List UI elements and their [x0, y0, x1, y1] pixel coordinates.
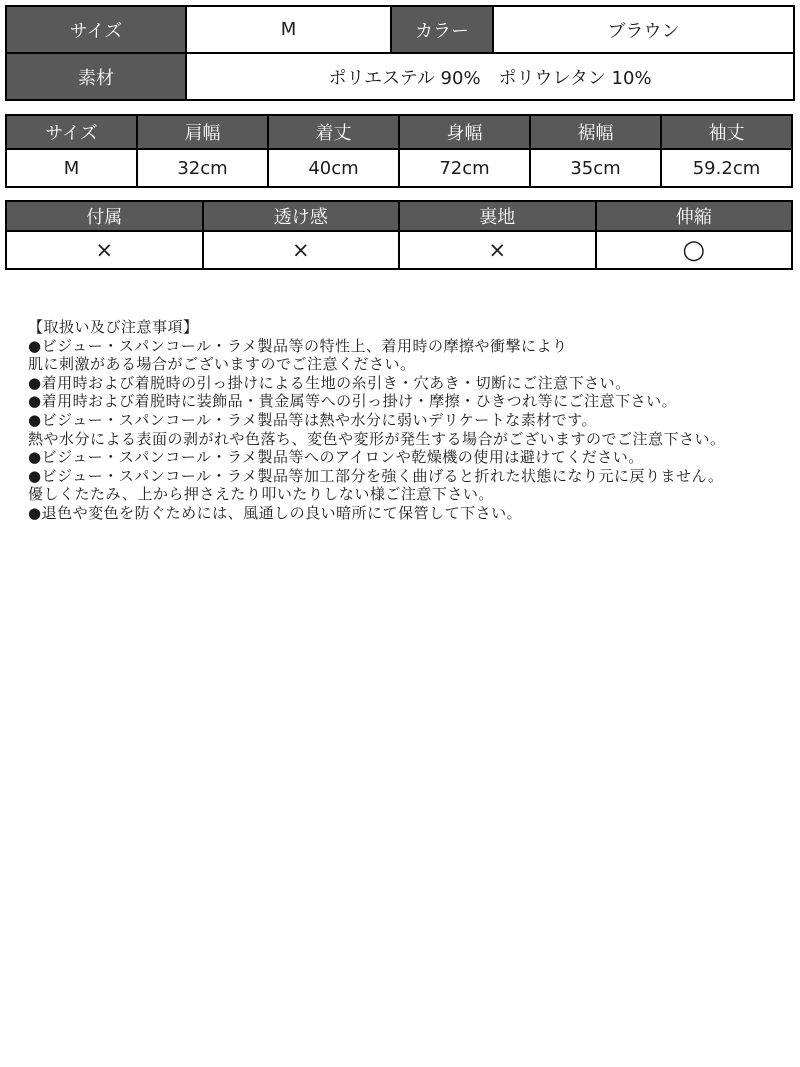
meas-value-sleeve-length: 59.2cm [661, 149, 792, 187]
feat-value-stretch: ○ [596, 231, 793, 269]
meas-value-shoulder-width: 32cm [137, 149, 268, 187]
meas-header-shoulder-width: 肩幅 [137, 115, 268, 149]
feat-value-accessories: × [6, 231, 203, 269]
color-value-cell: ブラウン [493, 6, 794, 53]
care-note-line: ●ビジュー・スパンコール・ラメ製品等の特性上、着用時の摩擦や衝撃により [28, 336, 568, 355]
feat-header-stretch: 伸縮 [596, 201, 793, 231]
feat-header-lining: 裏地 [399, 201, 596, 231]
meas-value-body-width: 72cm [399, 149, 530, 187]
size-label-cell: サイズ [6, 6, 186, 53]
feat-value-lining: × [399, 231, 596, 269]
material-value-cell: ポリエステル 90% ポリウレタン 10% [186, 53, 794, 100]
care-notes [28, 318, 795, 523]
material-label-cell: 素材 [6, 53, 186, 100]
table-header-row [6, 115, 792, 149]
meas-header-body-width: 身幅 [399, 115, 530, 149]
care-notes-title: 【取扱い及び注意事項】 [28, 318, 199, 336]
feat-value-sheerness: × [203, 231, 400, 269]
care-note-line: ●着用時および着脱時に装飾品・貴金属等への引っ掛け・摩擦・ひきつれ等にご注意下さい。 [28, 392, 678, 411]
features-table [5, 200, 793, 270]
meas-header-size: サイズ [6, 115, 137, 149]
feat-header-accessories: 付属 [6, 201, 203, 231]
care-note-line: ●退色や変色を防ぐためには、風通しの良い暗所にて保管して下さい。 [28, 503, 523, 522]
size-value-cell: M [186, 6, 391, 53]
meas-header-length: 着丈 [268, 115, 399, 149]
measurements-table [5, 114, 793, 188]
page-content [0, 0, 800, 528]
meas-header-sleeve-length: 袖丈 [661, 115, 792, 149]
table-row [6, 231, 792, 269]
table-row [6, 53, 794, 100]
care-note-line: 肌に刺激がある場合がございますのでご注意ください。 [28, 355, 416, 374]
meas-value-size: M [6, 149, 137, 187]
care-note-line: ●着用時および着脱時の引っ掛けによる生地の糸引き・穴あき・切断にご注意下さい。 [28, 373, 631, 392]
meas-header-hem-width: 裾幅 [530, 115, 661, 149]
care-note-line: 熱や水分による表面の剥がれや色落ち、変色や変形が発生する場合がございますのでご注意下さい。 [28, 429, 726, 448]
meas-value-hem-width: 35cm [530, 149, 661, 187]
meas-value-length: 40cm [268, 149, 399, 187]
color-label-cell: カラー [391, 6, 493, 53]
table-row [6, 6, 794, 53]
care-note-line: ●ビジュー・スパンコール・ラメ製品等は熱や水分に弱いデリケートな素材です。 [28, 410, 598, 429]
care-note-line: ●ビジュー・スパンコール・ラメ製品等へのアイロンや乾燥機の使用は避けてください。 [28, 448, 644, 467]
table-row [6, 149, 792, 187]
product-info-table [5, 5, 795, 101]
care-note-line: ●ビジュー・スパンコール・ラメ製品等加工部分を強く曲げると折れた状態になり元に戻りません。 [28, 466, 724, 485]
care-note-line: 優しくたたみ、上から押さえたり叩いたりしない様ご注意下さい。 [28, 485, 494, 504]
table-header-row [6, 201, 792, 231]
feat-header-sheerness: 透け感 [203, 201, 400, 231]
